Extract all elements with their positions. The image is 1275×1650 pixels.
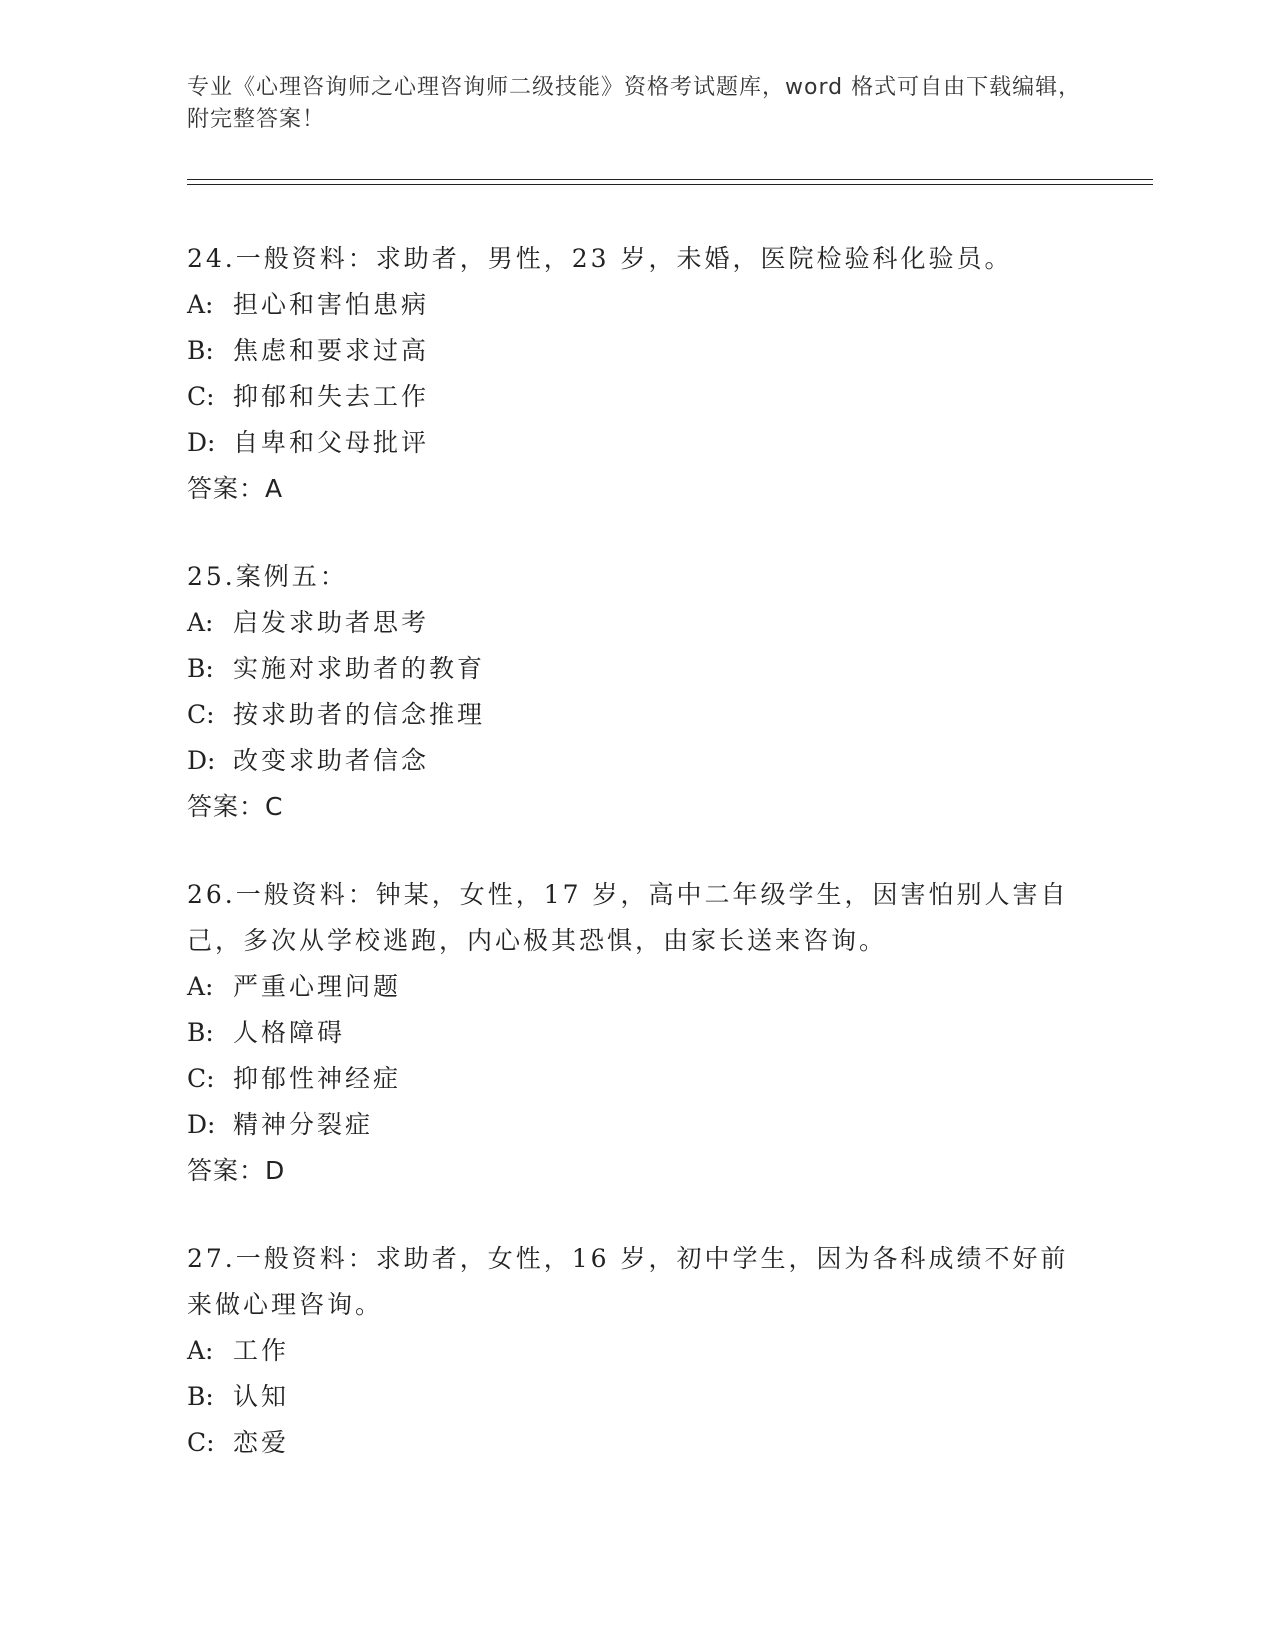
document-header: 专业《心理咨询师之心理咨询师二级技能》资格考试题库，word 格式可自由下载编辑，附完整答案！ bbox=[187, 75, 1082, 132]
option-c bbox=[187, 692, 1087, 738]
question-27 bbox=[187, 1236, 1087, 1466]
option-key: C: bbox=[187, 1064, 215, 1093]
option-a bbox=[187, 1328, 1087, 1374]
option-text: 抑郁性神经症 bbox=[233, 1064, 402, 1093]
question-25 bbox=[187, 554, 1087, 830]
option-text: 精神分裂症 bbox=[233, 1110, 374, 1139]
option-key: A: bbox=[187, 972, 214, 1001]
option-a bbox=[187, 282, 1087, 328]
option-key: C: bbox=[187, 700, 215, 729]
option-text: 担心和害怕患病 bbox=[233, 290, 430, 319]
answer-line: 答案：A bbox=[187, 474, 284, 503]
option-d bbox=[187, 738, 1087, 784]
option-text: 严重心理问题 bbox=[233, 972, 402, 1001]
option-b bbox=[187, 1010, 1087, 1056]
option-key: D: bbox=[187, 746, 216, 775]
option-a bbox=[187, 964, 1087, 1010]
question-stem: 24.一般资料：求助者，男性，23 岁，未婚，医院检验科化验员。 bbox=[187, 244, 1013, 273]
option-text: 焦虑和要求过高 bbox=[233, 336, 430, 365]
option-text: 启发求助者思考 bbox=[233, 608, 430, 637]
option-key: A: bbox=[187, 608, 214, 637]
option-text: 按求助者的信念推理 bbox=[233, 700, 486, 729]
option-key: B: bbox=[187, 654, 214, 683]
option-text: 人格障碍 bbox=[233, 1018, 346, 1047]
option-d bbox=[187, 1102, 1087, 1148]
option-key: B: bbox=[187, 1018, 214, 1047]
option-d bbox=[187, 420, 1087, 466]
option-key: D: bbox=[187, 428, 216, 457]
question-26 bbox=[187, 872, 1087, 1194]
option-key: B: bbox=[187, 1382, 214, 1411]
option-key: D: bbox=[187, 1110, 216, 1139]
question-24 bbox=[187, 236, 1087, 512]
question-list bbox=[187, 236, 1087, 1508]
option-key: C: bbox=[187, 382, 215, 411]
question-stem: 26.一般资料：钟某，女性，17 岁，高中二年级学生，因害怕别人害自己，多次从学校逃跑，内心极其恐惧，由家长送来咨询。 bbox=[187, 880, 1069, 955]
option-b bbox=[187, 646, 1087, 692]
answer-line: 答案：C bbox=[187, 792, 284, 821]
option-key: A: bbox=[187, 290, 214, 319]
option-c bbox=[187, 1056, 1087, 1102]
header-rule-top bbox=[187, 179, 1153, 180]
header-rule-bottom bbox=[187, 184, 1153, 185]
answer-line: 答案：D bbox=[187, 1156, 286, 1185]
option-text: 改变求助者信念 bbox=[233, 746, 430, 775]
option-text: 自卑和父母批评 bbox=[233, 428, 430, 457]
option-key: C: bbox=[187, 1428, 215, 1457]
option-c bbox=[187, 1420, 1087, 1466]
option-c bbox=[187, 374, 1087, 420]
option-b bbox=[187, 1374, 1087, 1420]
question-stem: 27.一般资料：求助者，女性，16 岁，初中学生，因为各科成绩不好前来做心理咨询。 bbox=[187, 1244, 1069, 1319]
option-a bbox=[187, 600, 1087, 646]
option-text: 实施对求助者的教育 bbox=[233, 654, 486, 683]
option-text: 工作 bbox=[233, 1336, 290, 1365]
option-text: 恋爱 bbox=[233, 1428, 290, 1457]
option-text: 认知 bbox=[233, 1382, 290, 1411]
option-key: B: bbox=[187, 336, 214, 365]
option-key: A: bbox=[187, 1336, 214, 1365]
question-stem: 25.案例五： bbox=[187, 562, 348, 591]
option-b bbox=[187, 328, 1087, 374]
option-text: 抑郁和失去工作 bbox=[233, 382, 430, 411]
